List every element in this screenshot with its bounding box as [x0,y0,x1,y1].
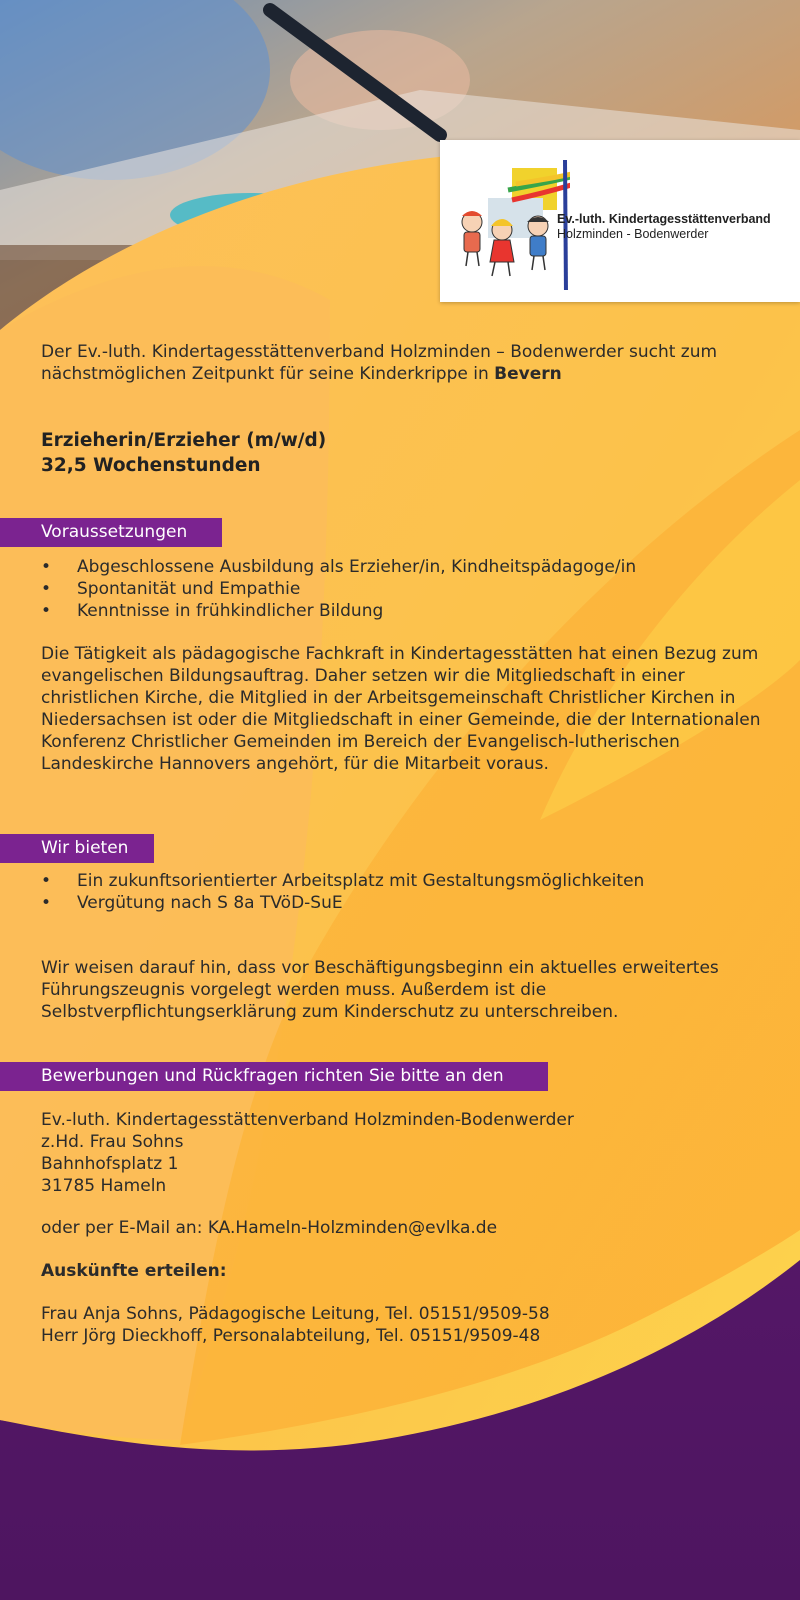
logo-line-2: Holzminden - Bodenwerder [557,227,709,241]
list-item [41,870,644,892]
logo-line-1: Ev.-luth. Kindertagesstättenverband [557,212,771,226]
intro-location: Bevern [494,364,562,384]
address-line: Ev.-luth. Kindertagesstättenverband Holzminden-Bodenwerder [41,1110,574,1130]
logo-wordmark [557,212,771,241]
kita-logo-graphic [450,150,570,290]
offer-list [41,870,644,914]
list-item-text: Vergütung nach S 8a TVöD-SuE [77,893,343,913]
requirements-list [41,556,636,622]
contact-person: Herr Jörg Dieckhoff, Personalabteilung, Tel. 05151/9509-48 [41,1326,541,1346]
bullet-icon: • [41,579,52,599]
bullet-icon: • [41,601,52,621]
intro-paragraph [41,341,761,385]
bullet-icon: • [41,893,52,913]
list-item-text: Kenntnisse in frühkindlicher Bildung [77,601,384,621]
section-label-offer: Wir bieten [0,834,154,863]
list-item [41,892,644,914]
list-item [41,600,636,622]
contact-address [41,1109,761,1197]
bullet-icon: • [41,557,52,577]
organization-logo-card [440,140,800,302]
requirements-paragraph: Die Tätigkeit als pädagogische Fachkraft in Kindertagesstätten hat einen Bezug zum evangelischen Bildungsauftrag. Daher setzen wir die Mitgliedschaft in einer christlichen Kirche, die Mitglied in der Arbeitsgemeinschaft Christlicher Kirchen in Niedersachsen ist oder die Mitgliedschaft in einer Gemeinde, die der Internationalen Konferenz Christlicher Gemeinden im Bereich der Evangelisch-lutherischen Landeskirche Hannovers angehört, für die Mitarbeit voraus. [41,644,761,774]
contact-email[interactable]: oder per E-Mail an: KA.Hameln-Holzminden@evlka.de [41,1218,498,1238]
job-title-block [41,428,326,478]
list-item [41,556,636,578]
contact-persons [41,1303,761,1347]
job-hours: 32,5 Wochenstunden [41,455,261,476]
intro-text: Der Ev.-luth. Kindertagesstättenverband Holzminden – Bodenwerder sucht zum nächstmöglichen Zeitpunkt für seine Kinderkrippe in [41,342,718,384]
bullet-icon: • [41,871,52,891]
certificate-note: Wir weisen darauf hin, dass vor Beschäftigungsbeginn ein aktuelles erweitertes Führungszeugnis vorgelegt werden muss. Außerdem ist die Selbstverpflichtungserklärung zum Kinderschutz zu unterschreiben. [41,958,719,1022]
section-label-requirements: Voraussetzungen [0,518,222,547]
section-label-contact: Bewerbungen und Rückfragen richten Sie bitte an den [0,1062,548,1091]
list-item-text: Ein zukunftsorientierter Arbeitsplatz mit Gestaltungsmöglichkeiten [77,871,645,891]
list-item-text: Abgeschlossene Ausbildung als Erzieher/in, Kindheitspädagoge/in [77,557,637,577]
contact-person: Frau Anja Sohns, Pädagogische Leitung, Tel. 05151/9509-58 [41,1304,550,1324]
job-title: Erzieherin/Erzieher (m/w/d) [41,430,327,451]
info-heading: Auskünfte erteilen: [41,1261,227,1281]
address-line: z.Hd. Frau Sohns [41,1132,184,1152]
list-item-text: Spontanität und Empathie [77,579,301,599]
list-item [41,578,636,600]
address-line: 31785 Hameln [41,1176,167,1196]
address-line: Bahnhofsplatz 1 [41,1154,179,1174]
